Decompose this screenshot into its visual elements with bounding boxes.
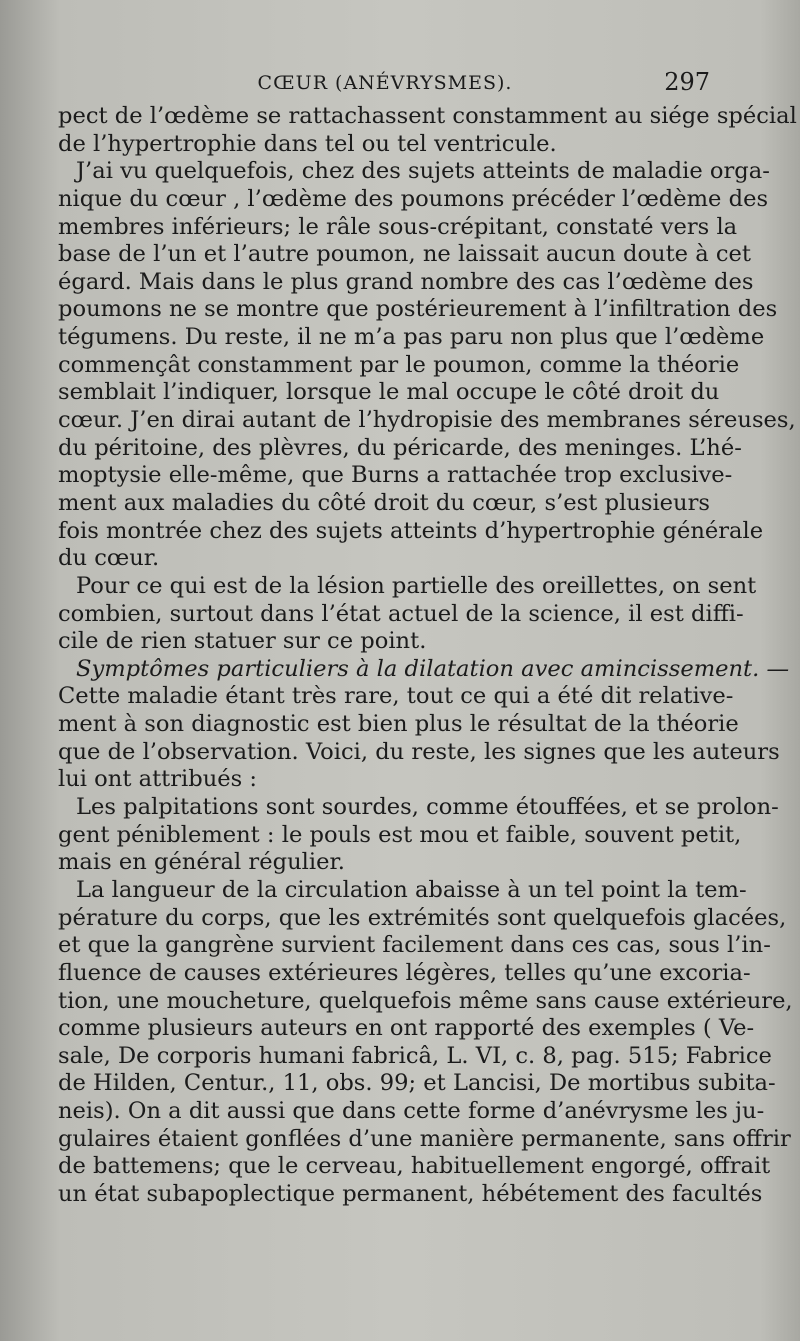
text-line: mais en général régulier. (58, 849, 345, 876)
section-heading: Symptômes particuliers à la dilatation avec amincissement. — (76, 655, 790, 682)
text-line: J’ai vu quelquefois, chez des sujets atteints de maladie orga- (76, 158, 770, 185)
page-header (60, 68, 710, 102)
text-line: Les palpitations sont sourdes, comme étouffées, et se prolon- (76, 794, 779, 821)
text-line: pect de l’œdème se rattachassent constamment au siége spécial (58, 103, 797, 129)
text-line: Cette maladie étant très rare, tout ce qui a été dit relative- (58, 683, 734, 710)
text-line: fluence de causes extérieures légères, telles qu’une excoria- (58, 959, 751, 986)
text-line: sale, De corporis humani fabricâ, L. VI, c. 8, pag. 515; Fabrice (58, 1042, 772, 1069)
text-line: lui ont attribués : (58, 766, 258, 793)
text-line: poumons ne se montre que postérieurement à l’infiltration des (58, 296, 778, 323)
text-line: égard. Mais dans le plus grand nombre des cas l’œdème des (58, 268, 754, 295)
text-line: Pour ce qui est de la lésion partielle des oreillettes, on sent (76, 572, 757, 599)
text-line: de l’hypertrophie dans tel ou tel ventricule. (58, 130, 557, 157)
text-line: fois montrée chez des sujets atteints d’hypertrophie générale (58, 517, 764, 544)
page-number: 297 (664, 68, 710, 96)
text-line: tégumens. Du reste, il ne m’a pas paru non plus que l’œdème (58, 324, 765, 351)
text-line: gulaires étaient gonflées d’une manière permanente, sans offrir (58, 1125, 791, 1152)
text-line: du cœur. (58, 545, 160, 572)
text-line: de battemens; que le cerveau, habituellement engorgé, offrait (58, 1153, 771, 1180)
text-line: du péritoine, des plèvres, du péricarde, des meninges. L’hé- (58, 434, 742, 461)
text-line: de Hilden, Centur., 11, obs. 99; et Lancisi, De mortibus subita- (58, 1070, 776, 1097)
text-line: nique du cœur , l’œdème des poumons précéder l’œdème des (58, 185, 769, 212)
text-line: ment aux maladies du côté droit du cœur, s’est plusieurs (58, 489, 710, 516)
text-line: commençât constamment par le poumon, comme la théorie (58, 351, 740, 378)
text-line: ment à son diagnostic est bien plus le résultat de la théorie (58, 711, 739, 738)
text-line: cile de rien statuer sur ce point. (58, 628, 427, 655)
text-line: base de l’un et l’autre poumon, ne laissait aucun doute à cet (58, 241, 751, 268)
text-line: combien, surtout dans l’état actuel de la science, il est diffi- (58, 600, 744, 627)
text-line: pérature du corps, que les extrémités sont quelquefois glacées, (58, 904, 787, 931)
text-line: et que la gangrène survient facilement dans ces cas, sous l’in- (58, 932, 771, 959)
text-line: cœur. J’en dirai autant de l’hydropisie des membranes séreuses, (58, 407, 796, 434)
body-text (58, 103, 797, 1209)
text-line: membres inférieurs; le râle sous-crépitant, constaté vers la (58, 213, 738, 240)
text-line: comme plusieurs auteurs en ont rapporté des exemples ( Ve- (58, 1015, 755, 1042)
text-line: moptysie elle-même, que Burns a rattachée trop exclusive- (58, 462, 733, 489)
text-line: que de l’observation. Voici, du reste, les signes que les auteurs (58, 738, 780, 765)
text-line: neis). On a dit aussi que dans cette forme d’anévrysme les ju- (58, 1098, 765, 1125)
running-head: CŒUR (ANÉVRYSMES). (257, 72, 513, 94)
text-line: semblait l’indiquer, lorsque le mal occupe le côté droit du (58, 379, 720, 406)
text-line: gent péniblement : le pouls est mou et faible, souvent petit, (58, 821, 742, 848)
text-line: un état subapoplectique permanent, hébétement des facultés (58, 1180, 763, 1207)
text-line: La langueur de la circulation abaisse à un tel point la tem- (76, 876, 747, 903)
text-line: tion, une moucheture, quelquefois même sans cause extérieure, (58, 987, 793, 1014)
